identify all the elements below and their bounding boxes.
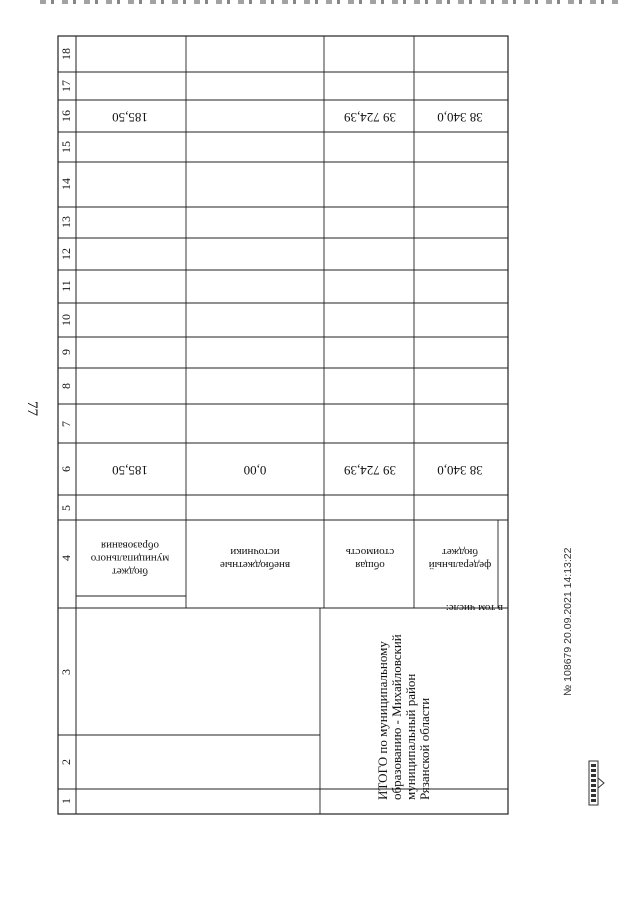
table-cell-value: 185,50	[112, 110, 148, 126]
svg-text:источники: источники	[230, 545, 280, 558]
svg-text:бюджет: бюджет	[442, 545, 478, 558]
source-label	[429, 546, 492, 571]
column-number: 1	[58, 798, 73, 804]
stamp-logo	[584, 760, 606, 806]
column-number: 18	[58, 48, 73, 60]
svg-text:стоимость: стоимость	[345, 545, 395, 558]
column-number: 2	[58, 759, 73, 765]
source-label	[346, 546, 394, 571]
column-number: 11	[58, 280, 73, 292]
table-cell-value: 39 724,39	[344, 110, 396, 126]
column-number: 4	[58, 555, 73, 561]
table-cell-value: 0,00	[243, 463, 267, 479]
row-separators	[76, 36, 498, 814]
signature-stamp-text: № 108679 20.09.2021 14:13:22	[562, 547, 574, 696]
column-number: 10	[58, 314, 73, 326]
column-number: 13	[58, 216, 73, 228]
column-number: 17	[58, 80, 73, 92]
svg-text:федеральный: федеральный	[428, 558, 492, 571]
values	[112, 110, 483, 478]
source-label	[220, 546, 290, 571]
column-number: 16	[58, 110, 73, 122]
column-number: 6	[58, 466, 73, 472]
svg-text:муниципального: муниципального	[90, 552, 170, 565]
table-cell-value: 38 340,0	[437, 110, 483, 126]
table-frame	[58, 36, 508, 814]
column-number: 9	[58, 349, 73, 355]
column-number: 5	[58, 505, 73, 511]
page-number: 77	[24, 401, 40, 416]
column-number: 7	[58, 421, 73, 427]
column-number: 12	[58, 248, 73, 260]
svg-text:общая: общая	[355, 558, 385, 571]
source-labels	[90, 539, 491, 577]
column-number: 14	[58, 178, 73, 190]
column-number: 8	[58, 383, 73, 389]
column-number: 3	[58, 669, 73, 675]
svg-text:внебюджетные: внебюджетные	[219, 558, 291, 571]
column-number: 15	[58, 141, 73, 153]
in-that-number-label: в том числе:	[445, 602, 503, 614]
total-label: ИТОГО по муниципальномуобразованию - Михайловскиймуниципальный районРязанской области	[375, 634, 432, 800]
svg-text:бюджет: бюджет	[112, 565, 148, 578]
table-cell-value: 39 724,39	[344, 463, 396, 479]
table-cell-value: 38 340,0	[437, 463, 483, 479]
source-label	[90, 539, 169, 577]
column-separators	[58, 72, 508, 789]
table-cell-value: 185,50	[112, 463, 148, 479]
column-numbers	[59, 48, 73, 804]
svg-text:образования: образования	[100, 539, 160, 552]
